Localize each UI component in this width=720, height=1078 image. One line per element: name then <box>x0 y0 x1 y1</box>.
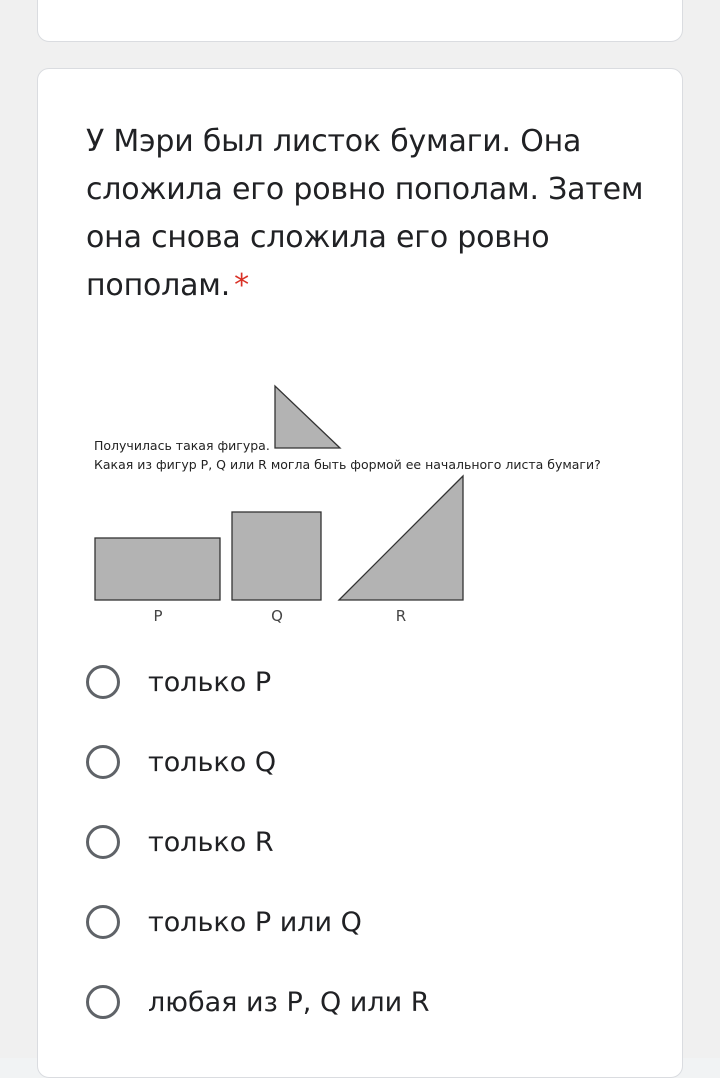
option-p-or-q[interactable] <box>84 900 644 944</box>
option-only-q[interactable] <box>84 740 644 784</box>
option-any[interactable] <box>84 980 644 1024</box>
option-label: любая из P, Q или R <box>148 986 430 1018</box>
radio-button[interactable] <box>86 985 120 1019</box>
shape-p-rectangle <box>95 538 220 600</box>
shape-p-label: P <box>153 607 163 625</box>
radio-button[interactable] <box>86 905 120 939</box>
option-only-r[interactable] <box>84 820 644 864</box>
option-label: только R <box>148 826 274 858</box>
image-caption-line2: Какая из фигур P, Q или R могла быть формой ее начального листа бумаги? <box>94 457 601 472</box>
previous-question-card <box>37 0 683 42</box>
radio-button[interactable] <box>86 825 120 859</box>
radio-button[interactable] <box>86 745 120 779</box>
option-only-p[interactable] <box>84 660 644 704</box>
shape-r-label: R <box>395 607 407 625</box>
option-label: только P или Q <box>148 906 362 938</box>
option-label: только Q <box>148 746 277 778</box>
shape-r-triangle <box>339 476 463 600</box>
folded-triangle-shape <box>275 386 340 448</box>
question-image <box>80 378 640 638</box>
shape-q-square <box>232 512 321 600</box>
image-caption-line1: Получилась такая фигура. <box>94 438 270 453</box>
radio-button[interactable] <box>86 665 120 699</box>
required-asterisk: * <box>234 268 249 303</box>
option-label: только P <box>148 666 272 698</box>
shape-q-label: Q <box>271 607 283 625</box>
question-title <box>86 118 646 310</box>
question-title-text: У Мэри был листок бумаги. Она сложила его ровно пополам. Затем она снова сложила его ровно пополам. <box>86 124 644 303</box>
